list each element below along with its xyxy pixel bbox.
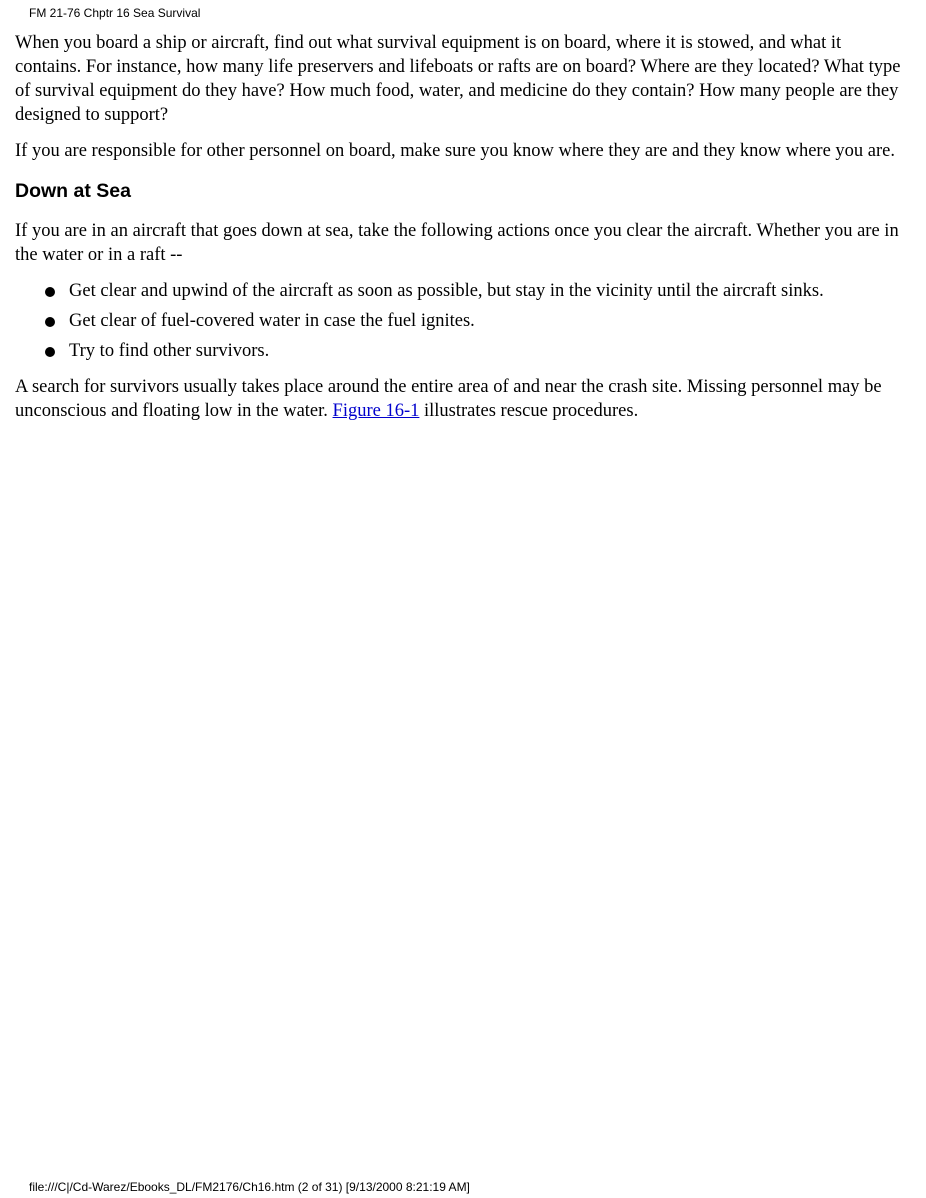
print-header-title: FM 21-76 Chptr 16 Sea Survival <box>29 6 201 20</box>
figure-16-1-link[interactable]: Figure 16-1 <box>332 401 420 421</box>
paragraph-search-survivors <box>15 375 910 423</box>
paragraph-aircraft-down: If you are in an aircraft that goes down at sea, take the following actions once you clear the aircraft. Whether you are in the water or in a raft -- <box>15 221 899 265</box>
bullet-icon <box>45 287 55 297</box>
actions-list <box>15 279 910 363</box>
list-item-text: Try to find other survivors. <box>69 341 270 361</box>
paragraph-survival-equipment: When you board a ship or aircraft, find out what survival equipment is on board, where it is stowed, and what it contains. For instance, how many life preservers and lifeboats or rafts are on board? Where are they located? What type of survival equipment do they have? How much food, water, and medicine do they contain? How many people are they designed to support? <box>15 33 901 125</box>
list-item-text: Get clear and upwind of the aircraft as soon as possible, but stay in the vicinity until the aircraft sinks. <box>69 281 824 301</box>
list-item <box>15 339 910 363</box>
document-body <box>15 31 910 435</box>
bullet-icon <box>45 347 55 357</box>
paragraph-personnel: If you are responsible for other personnel on board, make sure you know where they are and they know where you are. <box>15 141 895 161</box>
list-item <box>15 309 910 333</box>
section-heading-down-at-sea: Down at Sea <box>15 180 131 202</box>
paragraph-text-before-link: A search for survivors usually takes place around the entire area of and near the crash site. Missing personnel may be unconscious and floating low in the water. <box>15 377 882 421</box>
list-item <box>15 279 910 303</box>
bullet-icon <box>45 317 55 327</box>
list-item-text: Get clear of fuel-covered water in case the fuel ignites. <box>69 311 475 331</box>
print-footer-url: file:///C|/Cd-Warez/Ebooks_DL/FM2176/Ch16.htm (2 of 31) [9/13/2000 8:21:19 AM] <box>29 1180 470 1194</box>
paragraph-text-after-link: illustrates rescue procedures. <box>419 401 639 421</box>
